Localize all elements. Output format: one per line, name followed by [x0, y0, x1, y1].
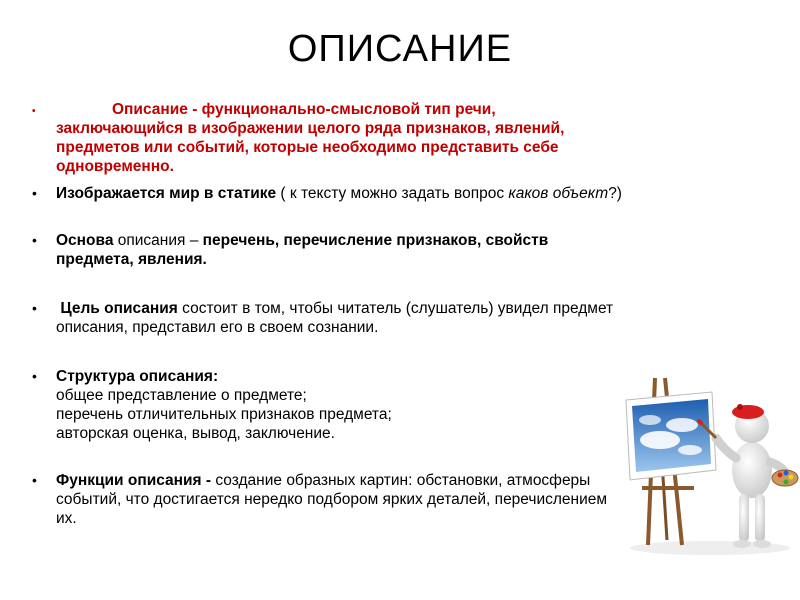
definition-text: Описание - функционально-смысловой тип речи, заключающийся в изображении целого ряда признаков, явлений, предметов или событий, которые необходимо представить себе одновременно. [56, 101, 565, 175]
painter-at-easel-icon [620, 370, 800, 560]
bullet-marker: • [32, 300, 37, 316]
slide-title: ОПИСАНИЕ [287, 28, 513, 70]
bullet-marker: • [32, 232, 37, 248]
basis-bold-1: Основа [56, 232, 114, 249]
bullet-marker: • [32, 472, 37, 488]
bullet-statics [32, 184, 622, 203]
statics-bold: Изображается мир в статике [56, 185, 277, 202]
basis-bold-2: перечень, перечисление признаков, свойств предмета, явления. [56, 232, 549, 268]
structure-line-3: авторская оценка, вывод, заключение. [56, 425, 335, 442]
bullet-marker: • [32, 368, 37, 384]
functions-rest: создание образных картин: обстановки, атмосферы событий, что достигается нередко подбором ярких деталей, перечислением их. [56, 472, 608, 527]
bullet-definition [32, 100, 622, 176]
statics-end: ?) [608, 185, 622, 202]
structure-line-1: общее представление о предмете; [56, 387, 307, 404]
bullet-structure [32, 367, 622, 443]
statics-italic: каков объект [508, 185, 609, 202]
goal-bold: Цель описания [60, 300, 178, 317]
structure-line-2: перечень отличительных признаков предмета; [56, 406, 392, 423]
structure-heading: Структура описания: [56, 368, 219, 385]
bullet-marker: • [32, 185, 37, 201]
bullet-list [32, 100, 622, 528]
goal-rest: состоит в том, чтобы читатель (слушатель) увидел предмет описания, представил его в своем сознании. [56, 300, 614, 336]
bullet-basis [32, 231, 622, 269]
functions-bold: Функции описания - [56, 472, 212, 489]
bullet-functions [32, 471, 622, 528]
basis-mid: описания – [113, 232, 203, 249]
bullet-marker: • [32, 106, 36, 117]
bullet-goal [32, 299, 622, 337]
statics-mid: ( к тексту можно задать вопрос [276, 185, 509, 202]
